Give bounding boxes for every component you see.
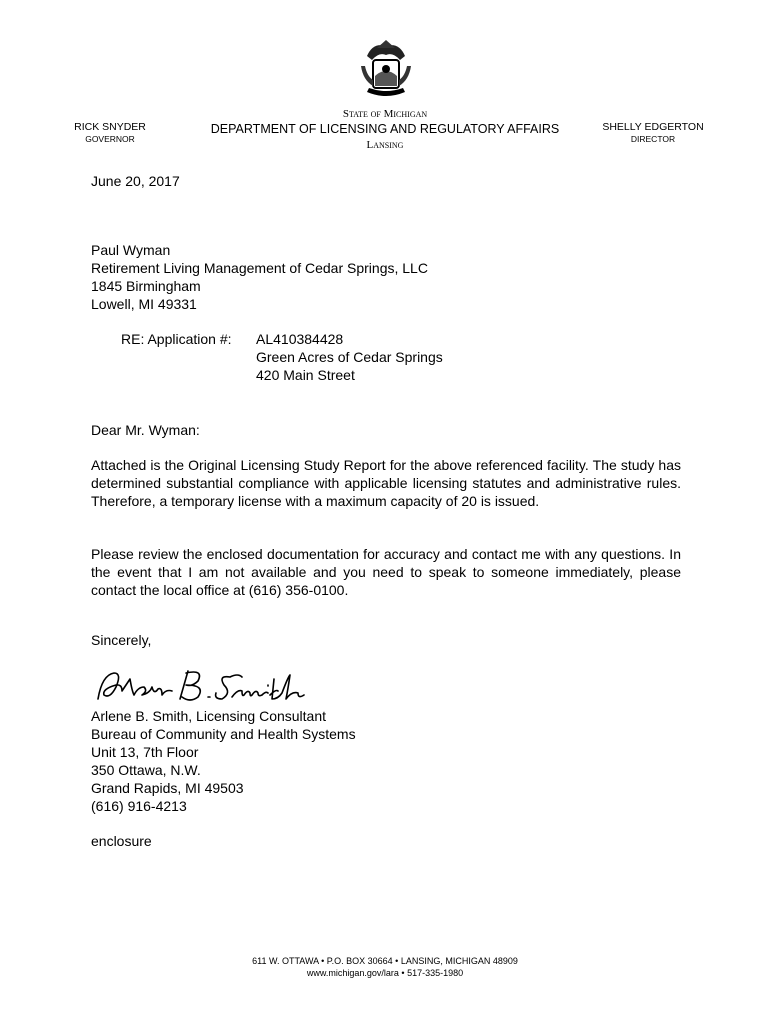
facility-address: 420 Main Street — [256, 367, 355, 383]
director-name: SHELLY EDGERTON — [602, 121, 704, 133]
re-details — [256, 330, 443, 384]
application-number: AL410384428 — [256, 331, 344, 347]
sender-city: Grand Rapids, MI 49503 — [91, 780, 244, 796]
handwritten-signature — [92, 665, 312, 707]
recipient-city: Lowell, MI 49331 — [91, 296, 197, 312]
sender-bureau: Bureau of Community and Health Systems — [91, 726, 356, 742]
sender-block — [91, 707, 356, 815]
agency-heading — [190, 107, 580, 152]
recipient-company: Retirement Living Management of Cedar Springs, LLC — [91, 260, 428, 276]
state-line: State of Michigan — [342, 108, 428, 120]
letterhead-footer — [0, 955, 770, 979]
salutation: Dear Mr. Wyman: — [91, 422, 200, 438]
recipient-address — [91, 241, 428, 313]
recipient-name: Paul Wyman — [91, 242, 171, 258]
enclosure-note: enclosure — [91, 833, 152, 849]
recipient-street: 1845 Birmingham — [91, 278, 201, 294]
sender-name-title: Arlene B. Smith, Licensing Consultant — [91, 708, 327, 724]
footer-contact: www.michigan.gov/lara • 517-335-1980 — [306, 968, 464, 978]
body-paragraph-1 — [91, 456, 681, 510]
paragraph-text: Attached is the Original Licensing Study Report for the above referenced facility. The study has determined substantial compliance with applicable licensing statutes and administrative rules. Therefore, a temporary license with a maximum capacity of 20 is issued. — [91, 457, 681, 509]
sender-phone: (616) 916-4213 — [91, 798, 187, 814]
governor-name: RICK SNYDER — [74, 121, 146, 133]
city-line: Lansing — [366, 139, 404, 151]
sender-street: 350 Ottawa, N.W. — [91, 762, 201, 778]
letter-date: June 20, 2017 — [91, 173, 180, 189]
director-block — [596, 121, 710, 145]
governor-block — [70, 121, 150, 145]
governor-title: GOVERNOR — [85, 134, 135, 144]
footer-address: 611 W. OTTAWA • P.O. BOX 30664 • LANSING, MICHIGAN 48909 — [252, 956, 518, 966]
facility-name: Green Acres of Cedar Springs — [256, 349, 443, 365]
sender-unit: Unit 13, 7th Floor — [91, 744, 199, 760]
department-name: DEPARTMENT OF LICENSING AND REGULATORY AFFAIRS — [210, 122, 560, 136]
state-seal-icon — [353, 36, 419, 102]
re-label: RE: Application #: — [121, 331, 232, 347]
closing: Sincerely, — [91, 632, 152, 648]
director-title: DIRECTOR — [630, 134, 676, 144]
body-paragraph-2 — [91, 545, 681, 599]
paragraph-text: Please review the enclosed documentation for accuracy and contact me with any questions. In the event that I am not available and you need to speak to someone immediately, please contact the local office at (616) 356-0100. — [91, 546, 681, 598]
